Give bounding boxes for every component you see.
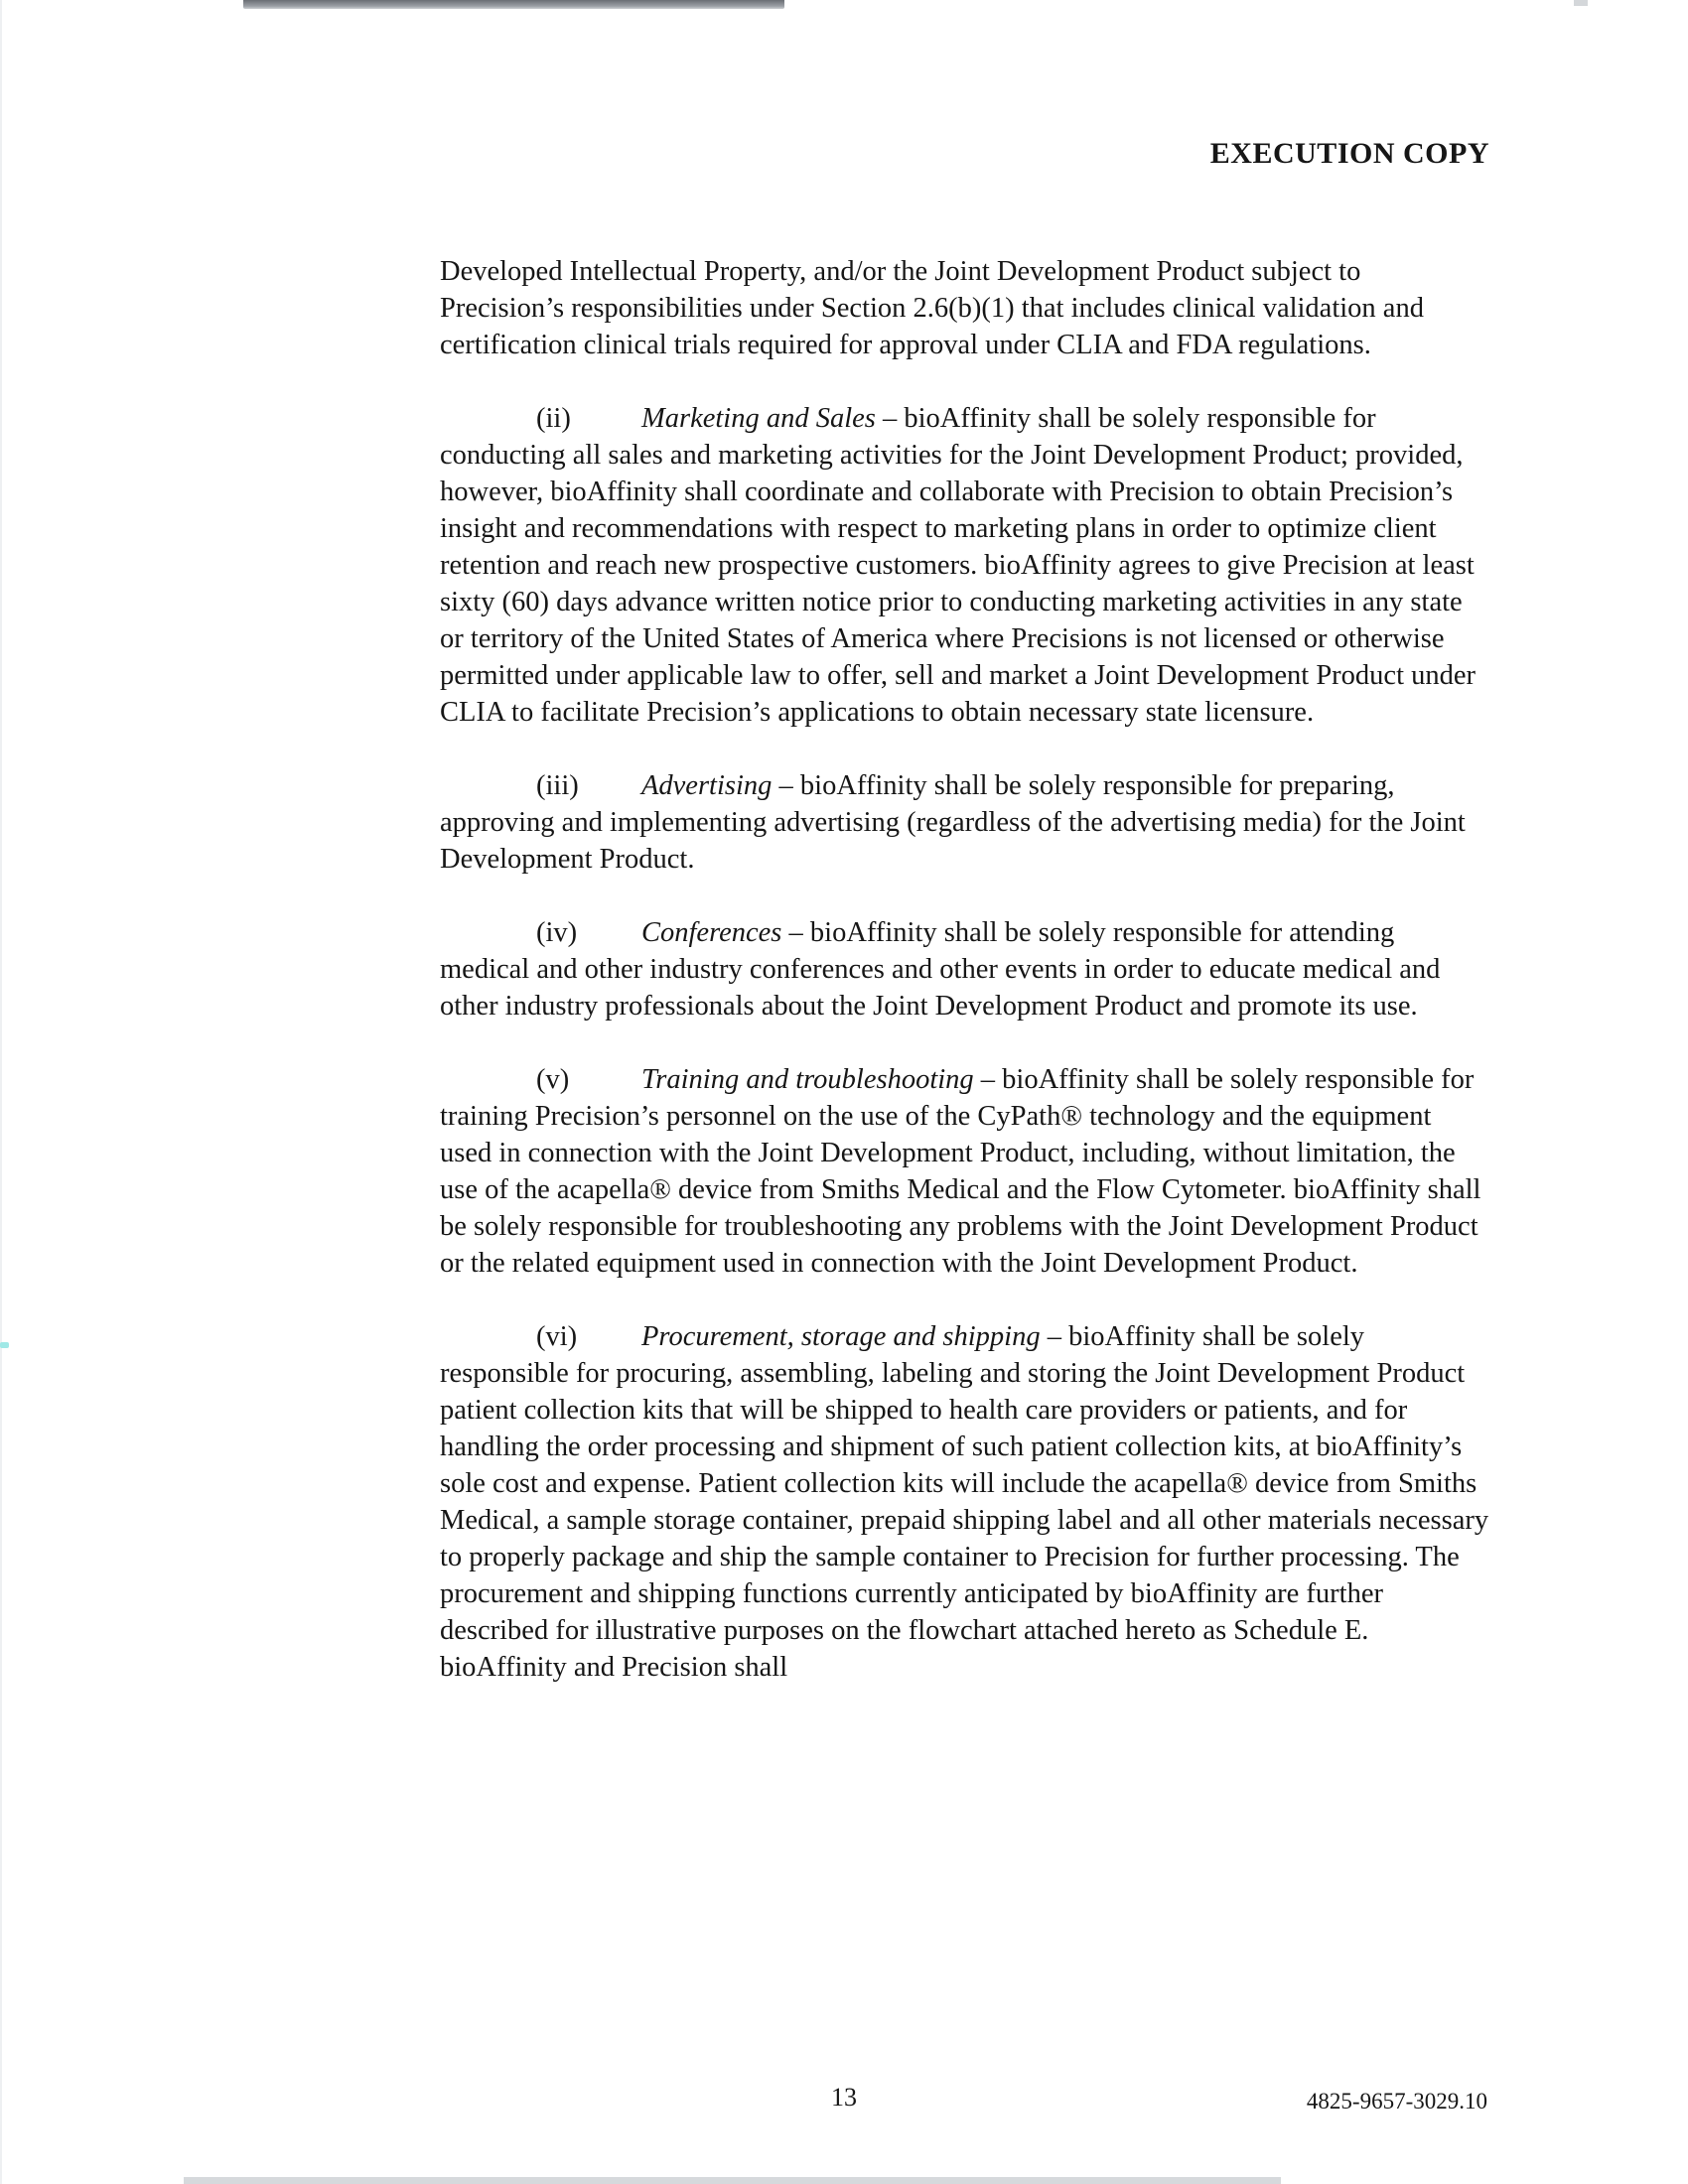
paragraph-text: – bioAffinity shall be solely responsible for training Precision’s personnel on the use of the CyPath® technology and the equipment used in connection with the Joint Development Product, including, without limitation, the use of the acapella® device from Smiths Medical and the Flow Cytometer. bioAffinity shall be solely responsible for troubleshooting any problems with the Joint Development Product or the related equipment used in connection with the Joint Development Product. bbox=[440, 1064, 1481, 1279]
scan-artifact-top-bar bbox=[243, 0, 784, 9]
paragraph-number: (v) bbox=[536, 1064, 570, 1095]
paragraph-text: – bioAffinity shall be solely responsible for preparing, approving and implementing advertising (regardless of the advertising media) for the Joint Development Product. bbox=[440, 770, 1466, 875]
page-number: 13 bbox=[831, 2083, 857, 2112]
paragraph-heading: Conferences bbox=[641, 917, 782, 948]
paragraph-heading: Marketing and Sales bbox=[641, 403, 876, 434]
paragraph-v-training-and-troubleshooting bbox=[440, 1061, 1489, 1282]
scan-artifact-cyan-mark bbox=[0, 1342, 9, 1348]
paragraph-text: Developed Intellectual Property, and/or the Joint Development Product subject to Precision’s responsibilities under Section 2.6(b)(1) that includes clinical validation and certification clinical trials required for approval under CLIA and FDA regulations. bbox=[440, 256, 1424, 360]
paragraph-iii-advertising bbox=[440, 767, 1489, 878]
paragraph-continuation bbox=[440, 253, 1489, 363]
paragraph-number: (ii) bbox=[536, 403, 571, 434]
paragraph-iv-conferences bbox=[440, 914, 1489, 1024]
paragraph-number: (vi) bbox=[536, 1321, 578, 1352]
paragraph-text: – bioAffinity shall be solely responsible for procuring, assembling, labeling and storing the Joint Development Product patient collection kits that will be shipped to health care providers or patients, and for handling the order processing and shipment of such patient collection kits, at bioAffinity’s sole cost and expense. Patient collection kits will include the acapella® device from Smiths Medical, a sample storage container, prepaid shipping label and all other materials necessary to properly package and ship the sample container to Precision for further processing. The procurement and shipping functions currently anticipated by bioAffinity are further described for illustrative purposes on the flowchart attached hereto as Schedule E. bioAffinity and Precision shall bbox=[440, 1321, 1489, 1683]
paragraph-text: – bioAffinity shall be solely responsible for attending medical and other industry conferences and other events in order to educate medical and other industry professionals about the Joint Development Product and promote its use. bbox=[440, 917, 1441, 1022]
document-page bbox=[440, 136, 1489, 1722]
document-body bbox=[440, 253, 1489, 1686]
scan-artifact-bottom-bar bbox=[184, 2177, 1281, 2184]
paragraph-ii-marketing-and-sales bbox=[440, 400, 1489, 731]
paragraph-text: – bioAffinity shall be solely responsible for conducting all sales and marketing activities for the Joint Development Product; provided, however, bioAffinity shall coordinate and collaborate with Precision to obtain Precision’s insight and recommendations with respect to marketing plans in order to optimize client retention and reach new prospective customers. bioAffinity agrees to give Precision at least sixty (60) days advance written notice prior to conducting marketing activities in any state or territory of the United States of America where Precisions is not licensed or otherwise permitted under applicable law to offer, sell and market a Joint Development Product under CLIA to facilitate Precision’s applications to obtain necessary state licensure. bbox=[440, 403, 1477, 728]
paragraph-vi-procurement-storage-shipping bbox=[440, 1318, 1489, 1686]
paragraph-number: (iv) bbox=[536, 917, 578, 948]
scan-artifact-top-dot bbox=[1574, 0, 1588, 6]
execution-copy-header: EXECUTION COPY bbox=[1209, 137, 1489, 170]
paragraph-number: (iii) bbox=[536, 770, 579, 801]
paragraph-heading: Advertising bbox=[641, 770, 773, 801]
document-control-number: 4825-9657-3029.10 bbox=[1306, 2089, 1487, 2114]
paragraph-heading: Procurement, storage and shipping bbox=[641, 1321, 1041, 1352]
scan-artifact-left-edge bbox=[0, 0, 2, 2184]
paragraph-heading: Training and troubleshooting bbox=[641, 1064, 974, 1095]
